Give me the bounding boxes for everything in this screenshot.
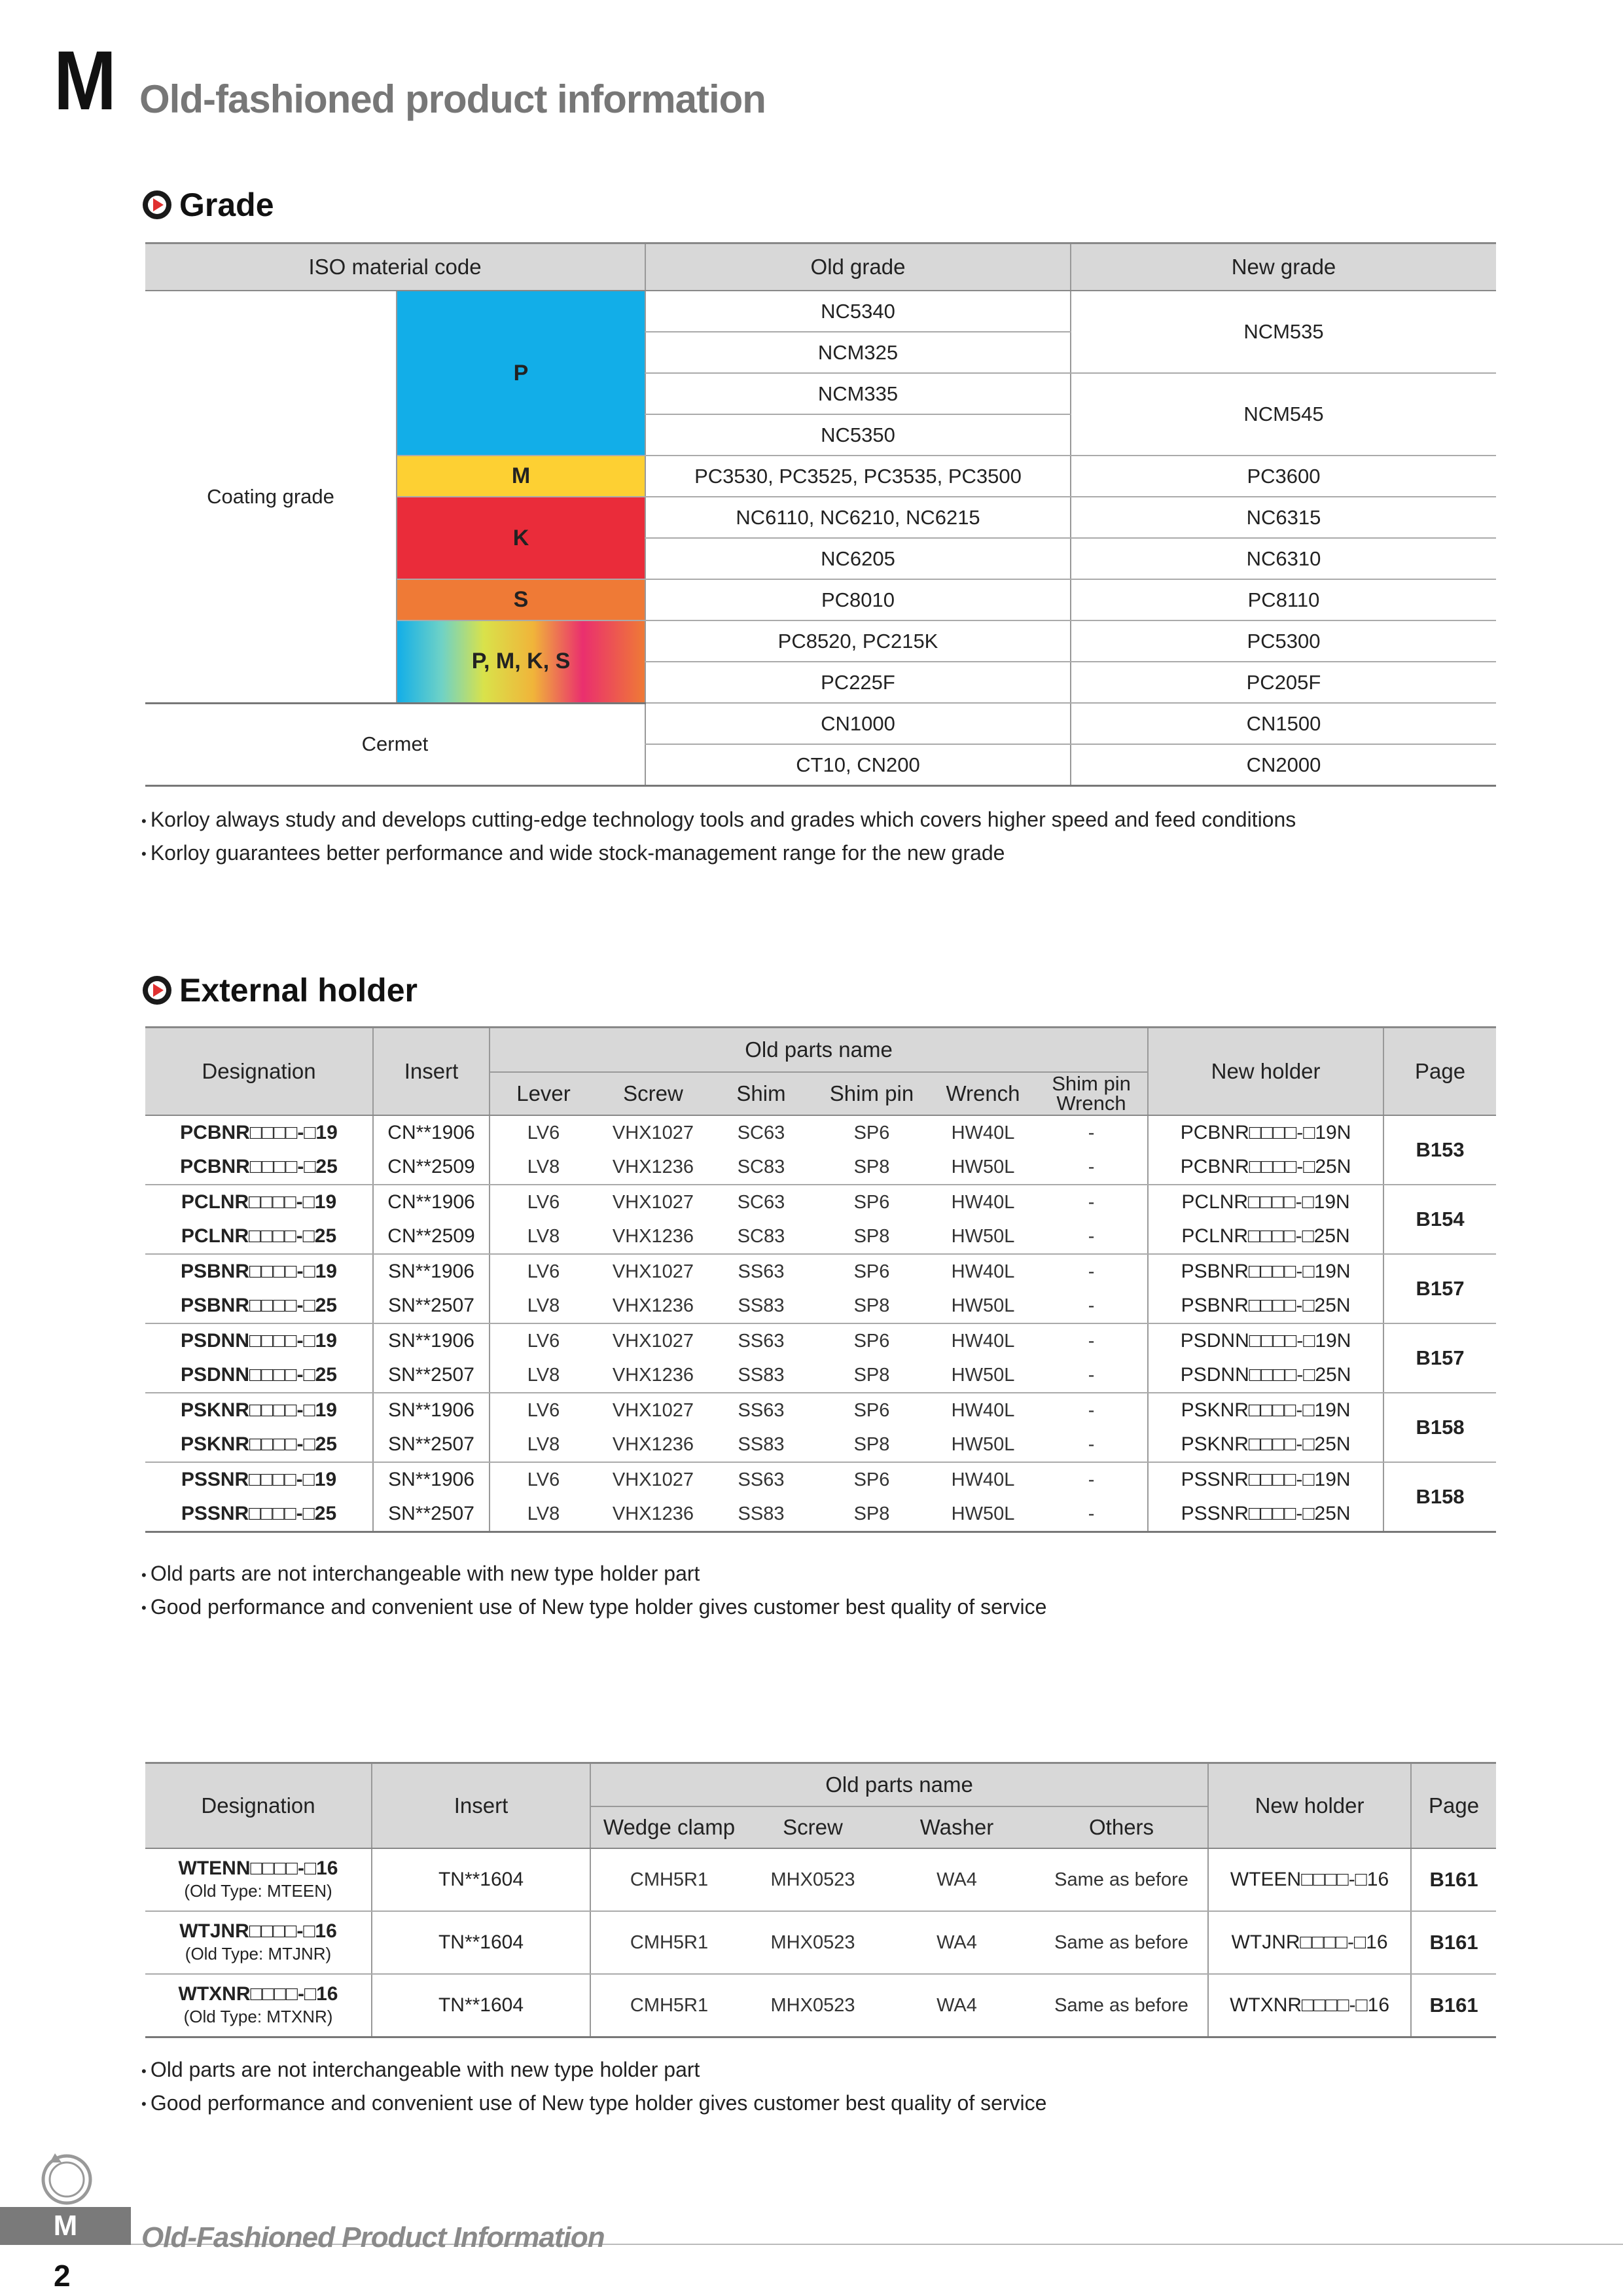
lever-cell: LV8 xyxy=(490,1358,597,1393)
shim-pin-wrench-cell: - xyxy=(1088,1469,1095,1490)
col-shim: Shim xyxy=(709,1072,813,1115)
old-type-text: (Old Type: MTXNR) xyxy=(183,2007,333,2026)
page-cell: B153 xyxy=(1383,1115,1496,1185)
col-washer: Washer xyxy=(878,1806,1035,1848)
col-insert: Insert xyxy=(373,1028,490,1116)
table-row xyxy=(145,1289,1496,1323)
old-grade-cell: NC6110, NC6210, NC6215 xyxy=(645,497,1071,538)
col-shim-pin-wrench-line2: Wrench xyxy=(1056,1092,1126,1115)
insert-cell: SN**1906 xyxy=(373,1254,490,1289)
col-old-parts-name: Old parts name xyxy=(490,1028,1148,1073)
screw-cell: VHX1027 xyxy=(612,1399,694,1421)
col-page: Page xyxy=(1383,1028,1496,1116)
lever-cell: LV6 xyxy=(527,1330,560,1352)
designation-text: WTXNR□□□□-□16 xyxy=(178,1983,338,2005)
designation-cell: PSSNR□□□□-□19 xyxy=(145,1462,373,1497)
shim-pin-cell: SP6 xyxy=(853,1330,890,1352)
page-cell: B161 xyxy=(1411,1974,1496,2037)
designation-cell: PSDNN□□□□-□25 xyxy=(145,1358,373,1393)
old-type-text: (Old Type: MTJNR) xyxy=(185,1944,332,1964)
new-holder-cell: PSKNR□□□□-□25N xyxy=(1148,1427,1383,1462)
insert-cell: TN**1604 xyxy=(372,1911,590,1974)
insert-cell: SN**1906 xyxy=(373,1323,490,1358)
shim-cell: SS83 xyxy=(709,1497,813,1532)
page-number: 2 xyxy=(54,2259,71,2293)
table-row xyxy=(145,1427,1496,1462)
screw-cell: VHX1236 xyxy=(597,1427,709,1462)
new-holder-cell: PSDNN□□□□-□25N xyxy=(1148,1358,1383,1393)
others-cell: Same as before xyxy=(1035,1848,1208,1911)
new-holder-cell: PSSNR□□□□-□25N xyxy=(1148,1497,1383,1532)
table-row xyxy=(145,291,1496,332)
table-row xyxy=(145,1848,1496,1911)
designation-cell: PCLNR□□□□-□19 xyxy=(145,1185,373,1219)
wrench-cell: HW40L xyxy=(951,1261,1015,1282)
old-grade-cell: PC3530, PC3525, PC3535, PC3500 xyxy=(645,456,1071,497)
old-type-text: (Old Type: MTEEN) xyxy=(184,1881,332,1901)
designation-cell: PSBNR□□□□-□19 xyxy=(145,1254,373,1289)
designation-cell: PSSNR□□□□-□25 xyxy=(145,1497,373,1532)
new-holder-cell: PCLNR□□□□-□19N xyxy=(1148,1185,1383,1219)
lever-cell: LV6 xyxy=(527,1399,560,1421)
designation-cell: PSKNR□□□□-□25 xyxy=(145,1427,373,1462)
new-holder-cell: WTXNR□□□□-□16 xyxy=(1208,1974,1411,2037)
others-cell: Same as before xyxy=(1035,1911,1208,1974)
coating-grade-label: Coating grade xyxy=(145,291,397,703)
new-holder-cell: PSSNR□□□□-□19N xyxy=(1148,1462,1383,1497)
shim-cell: SS63 xyxy=(738,1261,785,1282)
col-new-holder: New holder xyxy=(1208,1763,1411,1849)
insert-cell: SN**2507 xyxy=(373,1497,490,1532)
shim-cell: SS63 xyxy=(738,1330,785,1352)
old-grade-cell: NC6205 xyxy=(645,538,1071,579)
insert-cell: SN**1906 xyxy=(373,1462,490,1497)
table-row xyxy=(145,1323,1496,1358)
col-page: Page xyxy=(1411,1763,1496,1849)
old-grade-cell: NCM335 xyxy=(645,373,1071,414)
shim-cell: SC83 xyxy=(709,1150,813,1185)
lever-cell: LV8 xyxy=(490,1150,597,1185)
external-holder-section-title: External holder xyxy=(179,972,418,1009)
shim-pin-cell: SP8 xyxy=(813,1289,931,1323)
grade-notes xyxy=(141,804,1296,870)
lever-cell: LV8 xyxy=(490,1289,597,1323)
page-title: Old-fashioned product information xyxy=(139,77,766,121)
page-cell: B154 xyxy=(1383,1185,1496,1254)
shim-pin-wrench-cell: - xyxy=(1088,1261,1095,1282)
screw-cell: VHX1236 xyxy=(597,1289,709,1323)
insert-cell: SN**2507 xyxy=(373,1358,490,1393)
page-cell: B157 xyxy=(1383,1254,1496,1323)
note-item: • Korloy guarantees better performance and wide stock-management range for the new grade xyxy=(141,837,1296,870)
footer-section-letter: M xyxy=(0,2207,131,2245)
new-holder-cell: PSBNR□□□□-□19N xyxy=(1148,1254,1383,1289)
old-grade-cell: CT10, CN200 xyxy=(645,744,1071,786)
designation-cell xyxy=(145,1911,372,1974)
page-cell: B161 xyxy=(1411,1848,1496,1911)
shim-pin-cell: SP8 xyxy=(813,1497,931,1532)
note-item: • Old parts are not interchangeable with new type holder part xyxy=(141,2054,1046,2087)
new-grade-cell: PC8110 xyxy=(1071,579,1496,620)
page-cell: B158 xyxy=(1383,1393,1496,1462)
shim-cell: SS83 xyxy=(709,1427,813,1462)
wrench-cell: HW50L xyxy=(931,1289,1035,1323)
screw-cell: MHX0523 xyxy=(747,1974,878,2037)
col-old-grade: Old grade xyxy=(645,243,1071,291)
shim-pin-cell: SP8 xyxy=(813,1219,931,1254)
screw-cell: VHX1027 xyxy=(612,1330,694,1352)
shim-pin-cell: SP6 xyxy=(853,1469,890,1490)
new-holder-cell: WTJNR□□□□-□16 xyxy=(1208,1911,1411,1974)
page-cell: B157 xyxy=(1383,1323,1496,1393)
note-item: • Korloy always study and develops cutting-edge technology tools and grades which covers higher speed and feed conditions xyxy=(141,804,1296,837)
designation-cell xyxy=(145,1974,372,2037)
col-screw: Screw xyxy=(597,1072,709,1115)
external-holder-table xyxy=(145,1026,1496,1533)
col-wedge-clamp: Wedge clamp xyxy=(590,1806,747,1848)
grade-table xyxy=(145,242,1496,787)
screw-cell: VHX1027 xyxy=(612,1122,694,1143)
col-designation: Designation xyxy=(145,1028,373,1116)
old-grade-cell: NC5340 xyxy=(645,291,1071,332)
shim-pin-cell: SP8 xyxy=(813,1358,931,1393)
screw-cell: VHX1236 xyxy=(597,1219,709,1254)
col-new-holder: New holder xyxy=(1148,1028,1383,1116)
section-letter: M xyxy=(54,34,116,128)
note-item: • Old parts are not interchangeable with new type holder part xyxy=(141,1558,1046,1591)
lever-cell: LV6 xyxy=(527,1191,560,1213)
screw-cell: MHX0523 xyxy=(747,1848,878,1911)
wrench-cell: HW40L xyxy=(951,1122,1015,1143)
lever-cell: LV8 xyxy=(490,1427,597,1462)
new-holder-cell: PCBNR□□□□-□25N xyxy=(1148,1150,1383,1185)
col-lever: Lever xyxy=(490,1072,597,1115)
designation-cell xyxy=(145,1848,372,1911)
table-row xyxy=(145,703,1496,744)
shim-pin-wrench-cell: - xyxy=(1088,1399,1095,1421)
old-grade-cell: PC8520, PC215K xyxy=(645,620,1071,662)
screw-cell: VHX1027 xyxy=(612,1191,694,1213)
screw-cell: VHX1236 xyxy=(597,1497,709,1532)
wrench-cell: HW40L xyxy=(951,1191,1015,1213)
old-grade-cell: PC225F xyxy=(645,662,1071,703)
wedge-clamp-cell: CMH5R1 xyxy=(590,1911,747,1974)
note-item: • Good performance and convenient use of New type holder gives customer best quality of service xyxy=(141,2087,1046,2121)
table-row xyxy=(145,1219,1496,1254)
old-grade-cell: PC8010 xyxy=(645,579,1071,620)
screw-cell: VHX1236 xyxy=(597,1358,709,1393)
insert-cell: CN**2509 xyxy=(373,1150,490,1185)
shim-pin-wrench-cell: - xyxy=(1088,1191,1095,1213)
screw-cell: MHX0523 xyxy=(747,1911,878,1974)
shim-cell: SS83 xyxy=(709,1289,813,1323)
shim-pin-cell: SP6 xyxy=(853,1399,890,1421)
shim-pin-wrench-cell: - xyxy=(1088,1122,1095,1143)
table-row xyxy=(145,1115,1496,1150)
new-holder-cell: PSBNR□□□□-□25N xyxy=(1148,1289,1383,1323)
iso-code-pmks: P, M, K, S xyxy=(397,620,645,703)
shim-pin-cell: SP8 xyxy=(813,1427,931,1462)
insert-cell: SN**2507 xyxy=(373,1427,490,1462)
wrench-cell: HW50L xyxy=(931,1219,1035,1254)
wrench-cell: HW40L xyxy=(951,1399,1015,1421)
col-old-parts-name: Old parts name xyxy=(590,1763,1208,1807)
new-grade-cell: CN1500 xyxy=(1071,703,1496,744)
wedge-clamp-cell: CMH5R1 xyxy=(590,1848,747,1911)
arrow-circle-icon xyxy=(143,190,171,219)
col-designation: Designation xyxy=(145,1763,372,1849)
refresh-circle-icon xyxy=(35,2145,98,2212)
col-others: Others xyxy=(1035,1806,1208,1848)
footer-title: Old-Fashioned Product Information xyxy=(141,2221,605,2253)
col-shim-pin-wrench-line1: Shim pin xyxy=(1052,1072,1131,1095)
lever-cell: LV6 xyxy=(527,1469,560,1490)
wrench-cell: HW50L xyxy=(931,1150,1035,1185)
wrench-cell: HW50L xyxy=(931,1427,1035,1462)
designation-cell: PSBNR□□□□-□25 xyxy=(145,1289,373,1323)
old-grade-cell: CN1000 xyxy=(645,703,1071,744)
shim-pin-cell: SP6 xyxy=(853,1261,890,1282)
designation-cell: PSDNN□□□□-□19 xyxy=(145,1323,373,1358)
insert-cell: CN**1906 xyxy=(373,1115,490,1150)
col-iso-material-code: ISO material code xyxy=(145,243,645,291)
designation-cell: PSKNR□□□□-□19 xyxy=(145,1393,373,1427)
table-row xyxy=(145,1393,1496,1427)
shim-cell: SS83 xyxy=(709,1358,813,1393)
insert-cell: SN**1906 xyxy=(373,1393,490,1427)
iso-code-p: P xyxy=(397,291,645,456)
insert-cell: SN**2507 xyxy=(373,1289,490,1323)
grade-section-title: Grade xyxy=(179,187,274,223)
shim-pin-cell: SP6 xyxy=(853,1191,890,1213)
new-holder-cell: PCBNR□□□□-□19N xyxy=(1148,1115,1383,1150)
cermet-label: Cermet xyxy=(145,703,645,786)
new-grade-cell: NCM535 xyxy=(1071,291,1496,373)
insert-cell: CN**2509 xyxy=(373,1219,490,1254)
shim-pin-wrench-cell: - xyxy=(1035,1358,1148,1393)
col-screw: Screw xyxy=(747,1806,878,1848)
page-cell: B161 xyxy=(1411,1911,1496,1974)
col-shim-pin-wrench xyxy=(1035,1072,1148,1115)
others-cell: Same as before xyxy=(1035,1974,1208,2037)
new-grade-cell: PC205F xyxy=(1071,662,1496,703)
external-holder-notes xyxy=(141,1558,1046,1624)
shim-cell: SC63 xyxy=(737,1191,785,1213)
designation-cell: PCBNR□□□□-□19 xyxy=(145,1115,373,1150)
screw-cell: VHX1027 xyxy=(612,1469,694,1490)
old-grade-cell: NCM325 xyxy=(645,332,1071,373)
table-row xyxy=(145,1185,1496,1219)
new-grade-cell: PC3600 xyxy=(1071,456,1496,497)
insert-cell: TN**1604 xyxy=(372,1848,590,1911)
shim-pin-wrench-cell: - xyxy=(1035,1219,1148,1254)
shim-cell: SC63 xyxy=(737,1122,785,1143)
shim-pin-wrench-cell: - xyxy=(1035,1497,1148,1532)
col-insert: Insert xyxy=(372,1763,590,1849)
wedge-clamp-cell: CMH5R1 xyxy=(590,1974,747,2037)
col-wrench: Wrench xyxy=(931,1072,1035,1115)
wrench-cell: HW50L xyxy=(931,1358,1035,1393)
shim-pin-wrench-cell: - xyxy=(1035,1150,1148,1185)
wedge-holder-table xyxy=(145,1762,1496,2038)
shim-pin-wrench-cell: - xyxy=(1035,1289,1148,1323)
table-row xyxy=(145,1911,1496,1974)
new-holder-cell: PSDNN□□□□-□19N xyxy=(1148,1323,1383,1358)
col-shim-pin: Shim pin xyxy=(813,1072,931,1115)
shim-pin-cell: SP8 xyxy=(813,1150,931,1185)
iso-code-k: K xyxy=(397,497,645,579)
table-row xyxy=(145,1358,1496,1393)
shim-pin-cell: SP6 xyxy=(853,1122,890,1143)
lever-cell: LV8 xyxy=(490,1497,597,1532)
shim-pin-wrench-cell: - xyxy=(1035,1427,1148,1462)
new-grade-cell: NCM545 xyxy=(1071,373,1496,456)
washer-cell: WA4 xyxy=(878,1848,1035,1911)
old-grade-cell: NC5350 xyxy=(645,414,1071,456)
shim-cell: SS63 xyxy=(738,1399,785,1421)
lever-cell: LV8 xyxy=(490,1219,597,1254)
screw-cell: VHX1027 xyxy=(612,1261,694,1282)
insert-cell: TN**1604 xyxy=(372,1974,590,2037)
shim-cell: SC83 xyxy=(709,1219,813,1254)
page-cell: B158 xyxy=(1383,1462,1496,1532)
washer-cell: WA4 xyxy=(878,1911,1035,1974)
table-row xyxy=(145,1150,1496,1185)
wedge-notes xyxy=(141,2054,1046,2120)
insert-cell: CN**1906 xyxy=(373,1185,490,1219)
table-row xyxy=(145,1974,1496,2037)
note-item: • Good performance and convenient use of New type holder gives customer best quality of service xyxy=(141,1591,1046,1624)
new-grade-cell: NC6315 xyxy=(1071,497,1496,538)
table-row xyxy=(145,1497,1496,1532)
new-holder-cell: PSKNR□□□□-□19N xyxy=(1148,1393,1383,1427)
grade-section-heading xyxy=(143,186,274,224)
lever-cell: LV6 xyxy=(527,1261,560,1282)
new-holder-cell: WTEEN□□□□-□16 xyxy=(1208,1848,1411,1911)
external-holder-section-heading xyxy=(143,971,418,1009)
new-grade-cell: NC6310 xyxy=(1071,538,1496,579)
lever-cell: LV6 xyxy=(527,1122,560,1143)
screw-cell: VHX1236 xyxy=(597,1150,709,1185)
designation-cell: PCBNR□□□□-□25 xyxy=(145,1150,373,1185)
table-row xyxy=(145,1462,1496,1497)
designation-cell: PCLNR□□□□-□25 xyxy=(145,1219,373,1254)
shim-pin-wrench-cell: - xyxy=(1088,1330,1095,1352)
washer-cell: WA4 xyxy=(878,1974,1035,2037)
table-row xyxy=(145,1254,1496,1289)
iso-code-s: S xyxy=(397,579,645,620)
new-grade-cell: CN2000 xyxy=(1071,744,1496,786)
col-new-grade: New grade xyxy=(1071,243,1496,291)
wrench-cell: HW40L xyxy=(951,1330,1015,1352)
designation-text: WTJNR□□□□-□16 xyxy=(179,1920,337,1942)
wrench-cell: HW40L xyxy=(951,1469,1015,1490)
wrench-cell: HW50L xyxy=(931,1497,1035,1532)
designation-text: WTENN□□□□-□16 xyxy=(178,1857,338,1879)
shim-cell: SS63 xyxy=(738,1469,785,1490)
arrow-circle-icon xyxy=(143,976,171,1005)
new-holder-cell: PCLNR□□□□-□25N xyxy=(1148,1219,1383,1254)
new-grade-cell: PC5300 xyxy=(1071,620,1496,662)
iso-code-m: M xyxy=(397,456,645,497)
